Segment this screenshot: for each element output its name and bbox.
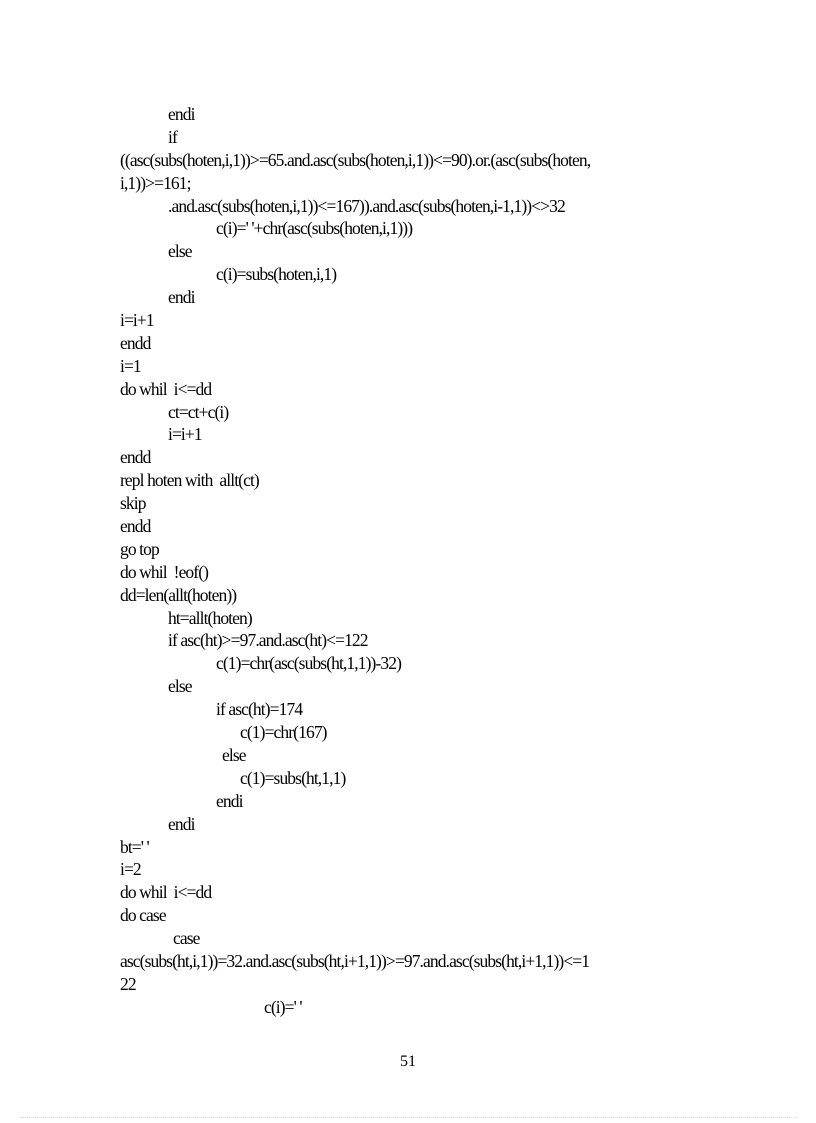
code-line: endd	[120, 332, 151, 353]
page-number: 51	[400, 1053, 416, 1070]
code-line: else	[168, 676, 192, 697]
code-line: endi	[168, 104, 195, 124]
code-line: c(i)=' '	[264, 996, 302, 1017]
code-line: endi	[216, 790, 243, 811]
code-line: else	[222, 744, 246, 765]
code-line: do whil !eof()	[120, 561, 209, 582]
code-line: i=2	[120, 859, 141, 880]
code-line: case	[173, 928, 200, 949]
code-line: ct=ct+c(i)	[168, 401, 229, 422]
code-line: c(1)=chr(asc(subs(ht,1,1))-32)	[216, 653, 402, 674]
code-line: endi	[168, 813, 195, 834]
code-line: c(i)=subs(hoten,i,1)	[216, 264, 337, 285]
code-line: 22	[120, 973, 136, 994]
code-line: skip	[120, 493, 146, 514]
code-line: bt=' '	[120, 836, 149, 857]
code-line: endd	[120, 447, 151, 468]
code-line: ((asc(subs(hoten,i,1))>=65.and.asc(subs(hoten,i,1))<=90).or.(asc(subs(hoten,	[120, 149, 591, 170]
code-line: ht=allt(hoten)	[168, 607, 252, 628]
code-line: else	[168, 241, 192, 262]
code-line: if asc(ht)=174	[216, 699, 303, 720]
code-line: c(1)=chr(167)	[240, 722, 327, 743]
code-line: c(i)=' '+chr(asc(subs(hoten,i,1)))	[216, 218, 413, 239]
code-line: do whil i<=dd	[120, 882, 212, 903]
code-line: .and.asc(subs(hoten,i,1))<=167)).and.asc(subs(hoten,i-1,1))<>32	[168, 195, 565, 216]
footer-divider	[20, 1117, 796, 1118]
code-line: if	[168, 126, 177, 147]
code-line: go top	[120, 538, 159, 559]
code-line: do whil i<=dd	[120, 378, 212, 399]
code-line: if asc(ht)>=97.and.asc(ht)<=122	[168, 630, 368, 651]
code-line: do case	[120, 905, 166, 926]
code-line: c(1)=subs(ht,1,1)	[240, 767, 346, 788]
code-listing	[120, 103, 720, 1019]
code-line: i=1	[120, 355, 141, 376]
code-line: i,1))>=161;	[120, 172, 191, 193]
code-line: endi	[168, 287, 195, 308]
code-line: i=i+1	[120, 310, 154, 331]
code-line: asc(subs(ht,i,1))=32.and.asc(subs(ht,i+1,1))>=97.and.asc(subs(ht,i+1,1))<=1	[120, 950, 590, 971]
code-line: repl hoten with allt(ct)	[120, 470, 259, 491]
code-line: i=i+1	[168, 424, 202, 445]
code-line: dd=len(allt(hoten))	[120, 584, 237, 605]
code-line: endd	[120, 516, 151, 537]
